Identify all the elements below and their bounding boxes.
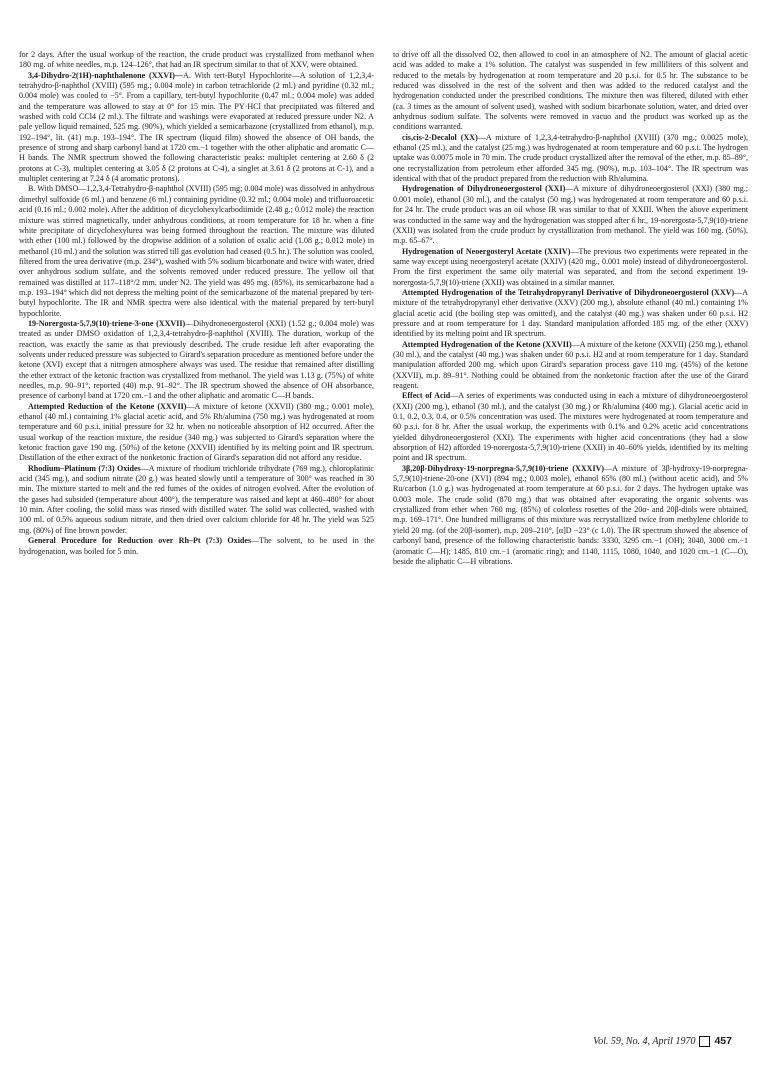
paragraph-text: —A mixture of the ketone (XXVII) (250 mg.), ethanol (30 ml.), and the catalyst (40 mg.) was shaken under 60 p.s.i. H2 and at room temperature for 1 day. Standard manipulation afforded 200 mg. which upon Girard's separation process gave 110 mg. (45%) of the ketone (XXVII), m.p. 89–91°. Nothing could be obtained from the nonketonic fraction after the use of the Girard reagent. [393,339,748,390]
page-footer [593,1035,732,1047]
paragraph [19,464,374,536]
paragraph [393,133,748,185]
section-heading: Rhodium–Platinum (7:3) Oxides [28,463,141,473]
paragraph-text: —A mixture of 1,2,3,4-tetrahydro-β-naphthol (XVIII) (370 mg.; 0.0025 mole), ethanol (25 ml.), and the catalyst (25 mg.) was hydrogenated at room temperature and 60 p.s.i. The hydrogen uptake was 0.0075 mole in 70 min. The crude product crystallized after the removal of the ether, m.p. 85–89°, one recrystallization from petroleum ether afforded 345 mg. (90%), m.p. 103–104°. The IR spectrum was identical with that of the product prepared from the reduction with Rh/alumina. [393,132,748,184]
left-column [19,50,374,557]
paragraph [19,402,374,464]
paragraph-text: —A mixture of dihydroneoergosterol (XXI) (380 mg.; 0.001 mole), ethanol (30 ml.), and the catalyst (50 mg.) was hydrogenated at room temperature and 60 p.s.i. for 24 hr. The crude product was an oil whose IR was similar to that of XXIII. When the above experiment was conducted in the same way and the hydrogenation was stopped after 6 hr., 19-norergosta-5,7,9(10)-triene (XXII) was isolated from the crude product by crystallization from methanol. The yield was 160 mg. (50%), m.p. 65–67°. [393,184,748,246]
section-heading: General Procedure for Reduction over Rh–Pt (7:3) Oxides [28,536,252,546]
paragraph [393,288,748,340]
paragraph [19,319,374,402]
paragraph-text: —A mixture of 3β-hydroxy-19-norpregna-5,7,9(10)-triene-20-one (XVI) (894 mg.; 0.003 mole), ethanol 65% (80 ml.) (without acetic acid), and 5% Ru/carbon (1.0 g.) was hydrogenated at room temperature at 60 p.s.i. for 2 days. The hydrogen uptake was 0.003 mole. The crude solid (870 mg.) that was obtained after evaporating the organic solvents was crystallized from ether when 760 mg. (85%) of colorless rosettes of the 20α- and 20β-diols were obtained, m.p. 169–171°. One hundred milligrams of this mixture was recrystallized twice from methylene chloride to yield 20 mg. (of the 20β-isomer), m.p. 209–210°, [α]D −23° (c 1.0). The IR spectrum showed the absence of carbonyl band, presence of the following characteristic bands: 3330, 3295 cm.−1 (OH); 3040, 3000 cm.−1 (aromatic C—H); 1485, 810 cm.−1 (aromatic ring); and 1140, 1115, 1080, 1040, and 1020 cm.−1 (C—O), beside the aliphatic C—H vibrations. [393,463,748,566]
section-heading: Attempted Hydrogenation of the Tetrahydropyranyl Derivative of Dihydroneoergosterol (XXV) [402,287,735,297]
section-heading: Attempted Hydrogenation of the Ketone (XXVII) [402,339,572,349]
paragraph-text: B. With DMSO—1,2,3,4-Tetrahydro-β-naphthol (XVIII) (595 mg; 0.004 mole) was dissolved in anhydrous dimethyl sulfoxide (6 ml.) and benzene (6 ml.) containing pyridine (0.32 ml.; 0.004 mole) and trifluoroacetic acid (0.16 ml.; 0.002 mole). After the addition of dicyclohexylcarbodiimide (2.48 g.; 0.012 mole) the reaction mixture was stirred magnetically, under anhydrous conditions, at room temperature for 18 hr. when a fine white precipitate of dicyclohexylurea was being formed throughout the reaction. The mixture was diluted with ether (100 ml.) followed by the dropwise addition of a solution of oxalic acid (1.08 g.; 0.012 mole) in methanol (10 ml.) and the solution was stirred till gas evolution had ceased (0.5 hr.). The solution was cooled, filtered from the urea derivative (m.p. 234°), washed with 5% sodium bicarbonate and twice with water, dried over anhydrous sodium sulfate, and the solvents removed under reduced pressure. The yellow oil that remained was distilled at 117–118°/2 mm. under N2. The yield was 495 mg. (85%), its semicarbazone had a m.p. 193–194° which did not depress the melting point of the semicarbazone of the material prepared by tert-butyl hypochlorite. The IR and NMR spectra were also identical with the material prepared by tert-butyl hypochlorite. [19,184,374,318]
paragraph [19,71,374,185]
paragraph [19,184,374,318]
paragraph [19,50,374,71]
section-heading: cis,cis-2-Decalol (XX) [402,132,478,142]
section-heading: Hydrogenation of Dihydroneoergosterol (XXI) [402,184,566,194]
paragraph [393,184,748,246]
paragraph-text: —A mixture of the tetrahydropyranyl ether derivative (XXV) (200 mg.), absolute ethanol (40 ml.) containing 1% glacial acetic acid (the boiling step was omitted), and the catalyst (40 mg.) was shaken under 60 p.s.i. H2 pressure and at room temperature for 1 day. Standard manipulation afforded 185 mg. of the ether (XXV) identified by its melting point and IR spectrum. [393,287,748,339]
paragraph-text: —A series of experiments was conducted using in each a mixture of dihydroneoergosterol (XXI) (200 mg.), ethanol (30 ml.), and the catalyst (30 mg.) or Rh/alumina (400 mg.). Glacial acetic acid in 0.1, 0.2, 0.3, 0.4, or 0.5% concentration was used. The mixtures were hydrogenated at room temperature and 60 p.s.i. for 8 hr. After the usual workup, the experiments with 0.1% and 0.2% acetic acid concentrations yielded dihydroneoergosterol (XXI). The experiments with higher acid concentrations (they had a slow absorption of H2) afforded 19-norergosta-5,7,9(10)-triene (XXII) in 40–60% yields, identified by its melting point and IR spectrum. [393,391,748,463]
paragraph [393,50,748,133]
paragraph [19,536,374,557]
section-heading: 3β,20β-Dihydroxy-19-norpregna-5,7,9(10)-triene (XXXIV) [402,463,605,473]
section-heading: Effect of Acid [402,391,451,401]
paragraph [393,391,748,463]
paragraph [393,340,748,392]
paragraph-text: —A mixture of rhodium trichloride trihydrate (769 mg.), chloroplatinic acid (345 mg.), and sodium nitrate (20 g.) was heated slowly until a temperature of 300° was reached in 30 min. The mixture started to melt and the red fumes of the oxides of nitrogen evolved. After the evolution of the gases had subsided (temperature about 400°), the temperature was raised and kept at 460–480° for about 10 min. After cooling, the solid mass was rinsed with distilled water. The solid was collected, washed with 100 ml. of 0.5% aqueous sodium nitrate, and then dried over calcium chloride for 48 hr. The yield was 525 mg. (80%) of fine brown powder. [19,463,374,535]
paragraph [393,464,748,567]
paragraph-text: —The solvent, to be used in the hydrogenation, was boiled for 5 min. [19,536,375,556]
right-column [393,50,748,567]
paragraph-text: to drive off all the dissolved O2, then allowed to cool in an atmosphere of N2. The amount of glacial acetic acid was added to make a 1% solution. The catalyst was suspended in few milliliters of this solvent and reduced to the metals by hydrogenation at room temperature and 20 p.s.i. for 0.5 hr. The substance to be reduced was dissolved in the rest of the solvent and then was added to the reduced catalyst and the hydrogenation conducted under the prescribed conditions. The mixture then was filtered, diluted with ether (ca. 3 times as the amount of solvent used), washed with sodium bicarbonate solution, water, and dried over anhydrous sodium sulfate. The solvents were removed in vacuo and the product was worked up as the conditions warranted. [393,50,748,132]
section-heading: Attempted Reduction of the Ketone (XXVII) [28,401,187,411]
paragraph-text: —The previous two experiments were repeated in the same way except using neoergosteryl acetate (XXIV) (420 mg., 0.001 mole) instead of dihydroneoergosterol. From the first experiment the same oily material was separated, and from the second experiment 19-norergosta-5,7,9(10)-triene (XXII) was obtained in a similar manner. [393,246,748,287]
paragraph-text: —Dihydroneoergosterol (XXI) (1.52 g.; 0.004 mole) was treated as under DMSO oxidation of 1,2,3,4-tetrahydro-β-naphthol (XVIII). The duration, workup of the reaction, was exactly the same as that previously described. The crude residue left after evaporating the solvents under reduced pressure was subjected to Girard's separation procedure as mentioned before under the ketone (XVI) except that a nitrogen atmosphere always was used. The residue that remained after distilling the ether extract of the ketonic fraction was crystallized from methanol. The yield was 1.13 g. (75%) of white needles, m.p. 90–91°, reported (40) m.p. 91–92°. The IR spectrum showed the absence of OH absorbance, presence of carbonyl band at 1720 cm.−1 and the other aliphatic and aromatic C—H bands. [19,318,374,401]
section-heading: Hydrogenation of Neoergosteryl Acetate (XXIV) [402,246,571,256]
paragraph-text: A. With tert-Butyl Hypochlorite—A solution of 1,2,3,4-tetrahydro-β-naphthol (XVIII) (595 mg.; 0.004 mole) in carbon tetrachloride (2 ml.) and pyridine (0.32 ml.; 0.004 mole) was cooled to −5°. From a capillary, tert-butyl hypochlorite (0.47 ml.; 0.004 mole) was added and the temperature was allowed to stay at 0° for 15 min. The PY·HCl that precipitated was filtered and washed with cold CCl4 (2 ml.). The filtrate and washings were evaporated at reduced pressure under N2. A pale yellow liquid remained, 525 mg. (90%), which yielded a semicarbazone (crystallized from ethanol), m.p. 192–194°, lit. (41) m.p. 193–194°. The IR spectrum (liquid film) showed the absence of OH bands, the presence of strong and sharp carbonyl band at 1720 cm.−1 together with the other aliphatic and aromatic C—H bands. The NMR spectrum showed the following characteristic peaks: multiplet centering at 2.60 δ (2 protons at C-3), multiplet centering at 3.05 δ (2 protons at C-4), a singlet at 3.61 δ (2 protons at C-1), and a multiplet centering at 7.24 δ (4 aromatic protons). [19,70,374,184]
paragraph [393,247,748,288]
journal-citation: Vol. 59, No. 4, April 1970 [593,1035,696,1047]
page-number: 457 [714,1035,732,1047]
section-heading: 3,4-Dihydro-2(1H)-naphthalenone (XXVI)— [28,70,184,80]
paragraph-text: for 2 days. After the usual workup of the reaction, the crude product was crystallized from methanol when 180 mg. of white needles, m.p. 124–126°, that had an IR spectrum similar to that of XXV, were obtained. [19,50,374,70]
section-heading: 19-Norergosta-5,7,9(10)-triene-3-one (XXVII) [28,318,186,328]
paragraph-text: —A mixture of ketone (XXVII) (380 mg.; 0.001 mole), ethanol (40 ml.) containing 1% glacial acetic acid, and 5% Rh/alumina (750 mg.) was hydrogenated at room temperature and 60 p.s.i. initial pressure for 32 hr. when no noticeable absorption of H2 occurred. After the usual workup of the reaction mixture, the residue (340 mg.) was subjected to Girard's separation where the ketonic fraction gave 190 mg. (50%) of the ketone (XXVII) identified by its melting point and IR spectrum. Distillation of the ether extract of the nonketonic fraction of Girard's separation did not afford any residue. [19,401,374,463]
square-icon [699,1036,710,1047]
